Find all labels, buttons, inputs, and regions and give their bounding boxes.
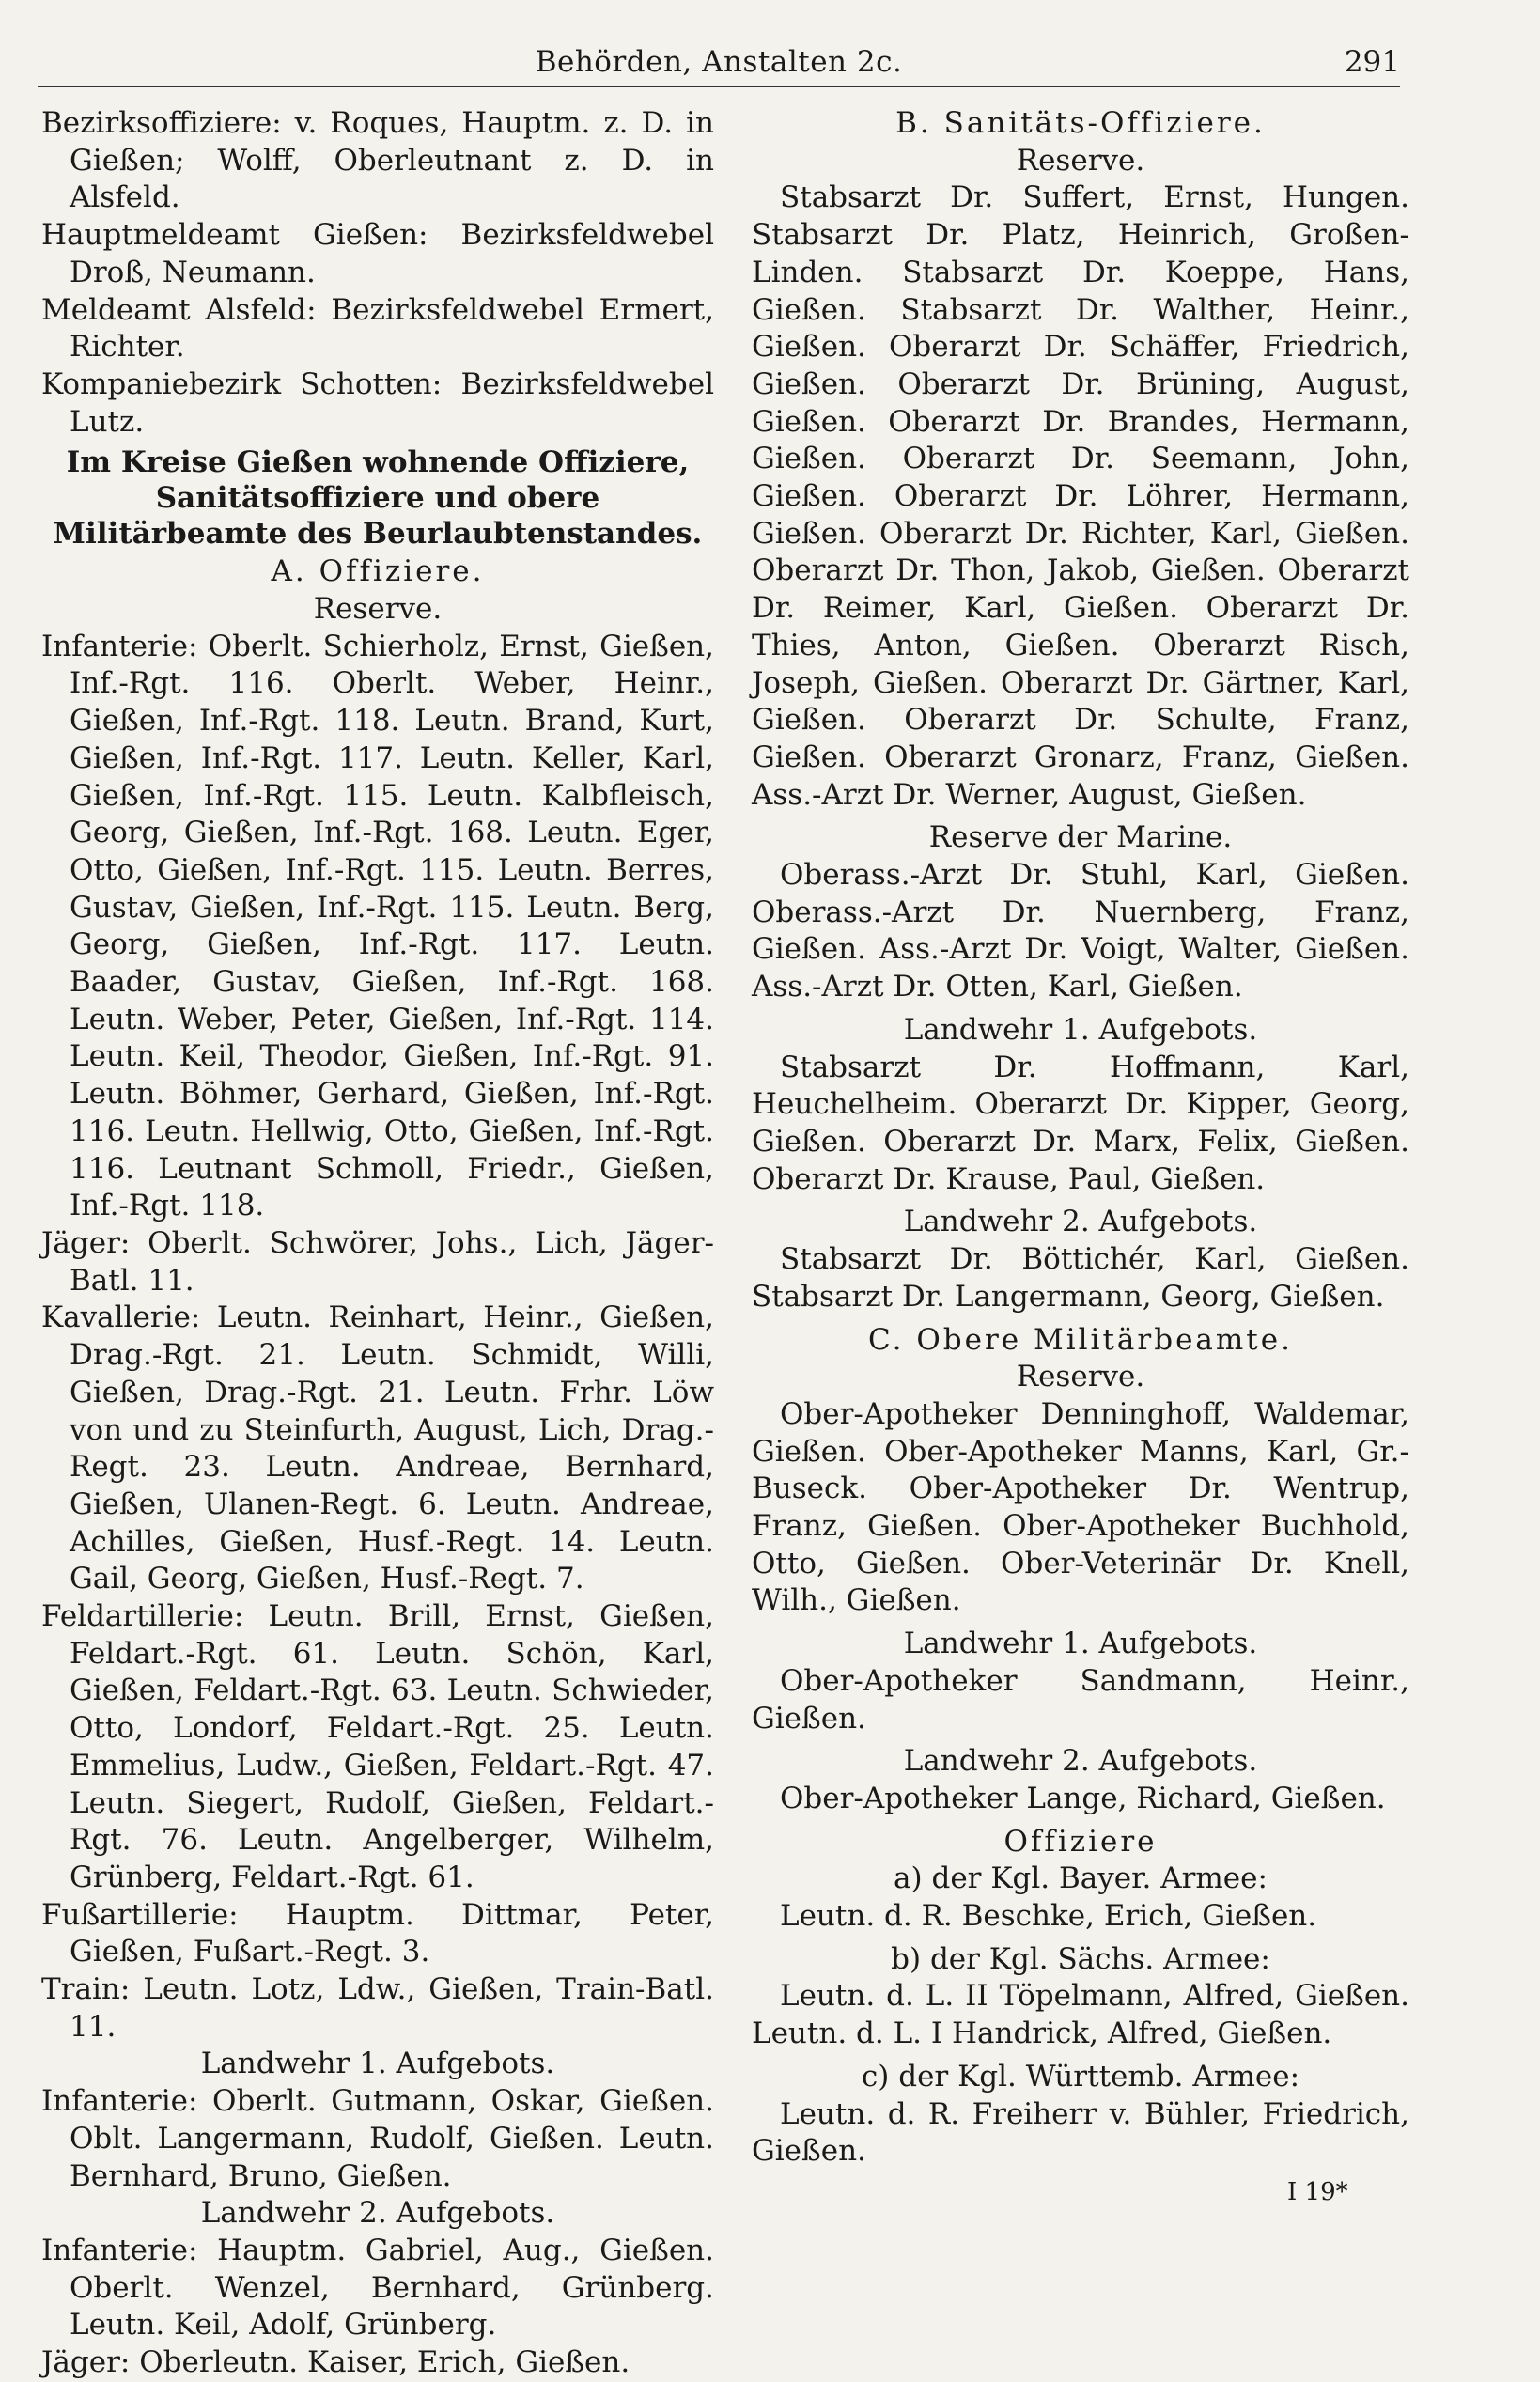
entry-train-reserve: Train: Leutn. Lotz, Ldw., Gießen, Train-Batl. 11.: [41, 1972, 714, 2044]
subheading-landwehr-1-b: Landwehr 1. Aufgebots.: [903, 1012, 1258, 1047]
entry-militaerbeamte-reserve: Ober-Apotheker Denninghoff, Waldemar, Gießen. Ober-Apotheker Manns, Karl, Gr.-Buseck. Ober-Apotheker Dr. Wentrup, Franz, Gießen. Ober-Apotheker Buchhold, Otto, Gießen. Ober-Veterinär Dr. Knell, Wilh., Gießen.: [752, 1396, 1409, 1618]
entry-militaerbeamte-lw2: Ober-Apotheker Lange, Richard, Gießen.: [780, 1781, 1386, 1815]
entry-fussartillerie-reserve: Fußartillerie: Hauptm. Dittmar, Peter, Gießen, Fußart.-Regt. 3.: [41, 1897, 714, 1969]
page-number: 291: [1344, 45, 1400, 79]
entry-wuerttemb: Leutn. d. R. Freiherr v. Bühler, Friedrich, Gießen.: [752, 2096, 1409, 2169]
header-rule: [38, 86, 1400, 87]
right-column: [752, 105, 1409, 2171]
entry-sanitaet-lw1: Stabsarzt Dr. Hoffmann, Karl, Heuchelheim. Oberarzt Dr. Kipper, Georg, Gießen. Oberarzt Dr. Marx, Felix, Gießen. Oberarzt Dr. Krause, Paul, Gießen.: [752, 1050, 1409, 1196]
subheading-marine: Reserve der Marine.: [928, 820, 1233, 855]
entry-jaeger-lw2: Jäger: Oberleutn. Kaiser, Erich, Gießen.: [41, 2345, 630, 2380]
subheading-b: B. Sanitäts-Offiziere.: [895, 106, 1266, 140]
subheading-landwehr-1-c: Landwehr 1. Aufgebots.: [903, 1627, 1258, 1661]
subheading-landwehr-1: Landwehr 1. Aufgebots.: [200, 2047, 555, 2081]
subheading-landwehr-2-b: Landwehr 2. Aufgebots.: [903, 1205, 1258, 1239]
entry-infanterie-lw2: Infanterie: Hauptm. Gabriel, Aug., Gießen. Oberlt. Wenzel, Bernhard, Grünberg. Leutn. Keil, Adolf, Grünberg.: [41, 2233, 714, 2343]
entry-hauptmeldeamt: Hauptmeldeamt Gießen: Bezirksfeldwebel Droß, Neumann.: [41, 218, 714, 289]
entry-sanitaet-lw2: Stabsarzt Dr. Böttichér, Karl, Gießen. Stabsarzt Dr. Langermann, Georg, Gießen.: [752, 1242, 1409, 1314]
entry-meldeamt: Meldeamt Alsfeld: Bezirksfeldwebel Ermert, Richter.: [41, 292, 714, 365]
left-column: [41, 105, 714, 2382]
running-title: Behörden, Anstalten 2c.: [535, 45, 903, 79]
entry-jaeger-reserve: Jäger: Oberlt. Schwörer, Johs., Lich, Jäger-Batl. 11.: [41, 1225, 714, 1298]
entry-infanterie-lw1: Infanterie: Oberlt. Gutmann, Oskar, Gießen. Oblt. Langermann, Rudolf, Gießen. Leutn. Bernhard, Bruno, Gießen.: [41, 2084, 714, 2193]
subheading-c: C. Obere Militärbeamte.: [868, 1322, 1293, 1357]
subheading-landwehr-2: Landwehr 2. Aufgebots.: [200, 2196, 555, 2231]
signature-mark: I 19*: [1287, 2178, 1348, 2206]
entry-infanterie-reserve: Infanterie: Oberlt. Schierholz, Ernst, Gießen, Inf.-Rgt. 116. Oberlt. Weber, Heinr., Gießen, Inf.-Rgt. 118. Leutn. Brand, Kurt, Gießen, Inf.-Rgt. 117. Leutn. Keller, Karl, Gießen, Inf.-Rgt. 115. Leutn. Kalbfleisch, Georg, Gießen, Inf.-Rgt. 168. Leutn. Eger, Otto, Gießen, Inf.-Rgt. 115. Leutn. Berres, Gustav, Gießen, Inf.-Rgt. 115. Leutn. Berg, Georg, Gießen, Inf.-Rgt. 117. Leutn. Baader, Gustav, Gießen, Inf.-Rgt. 168. Leutn. Weber, Peter, Gießen, Inf.-Rgt. 114. Leutn. Keil, Theodor, Gießen, Inf.-Rgt. 91. Leutn. Böhmer, Gerhard, Gießen, Inf.-Rgt. 116. Leutn. Hellwig, Otto, Gießen, Inf.-Rgt. 116. Leutnant Schmoll, Friedr., Gießen, Inf.-Rgt. 118.: [41, 629, 714, 1223]
entry-bayer: Leutn. d. R. Beschke, Erich, Gießen.: [780, 1899, 1317, 1934]
entry-feldartillerie-reserve: Feldartillerie: Leutn. Brill, Ernst, Gießen, Feldart.-Rgt. 61. Leutn. Schön, Karl, Gießen, Feldart.-Rgt. 63. Leutn. Schwieder, Otto, Londorf, Feldart.-Rgt. 25. Leutn. Emmelius, Ludw., Gießen, Feldart.-Rgt. 47. Leutn. Siegert, Rudolf, Gießen, Feldart.-Rgt. 76. Leutn. Angelberger, Wilhelm, Grünberg, Feldart.-Rgt. 61.: [41, 1599, 714, 1894]
subheading-landwehr-2-c: Landwehr 2. Aufgebots.: [903, 1744, 1258, 1779]
running-header: [38, 38, 1400, 94]
subheading-saechs: b) der Kgl. Sächs. Armee:: [891, 1941, 1270, 1976]
subheading-offiziere: Offiziere: [1003, 1824, 1158, 1859]
subheading-reserve-b: Reserve.: [1016, 143, 1145, 178]
subheading-reserve-c: Reserve.: [1016, 1360, 1145, 1394]
entry-sanitaet-marine: Oberass.-Arzt Dr. Stuhl, Karl, Gießen. Oberass.-Arzt Dr. Nuernberg, Franz, Gießen. Ass.-Arzt Dr. Voigt, Walter, Gießen. Ass.-Arzt Dr. Otten, Karl, Gießen.: [752, 858, 1409, 1004]
subheading-wuerttemb: c) der Kgl. Württemb. Armee:: [861, 2059, 1300, 2094]
subheading-reserve: Reserve.: [313, 592, 443, 627]
subheading-bayer: a) der Kgl. Bayer. Armee:: [894, 1861, 1268, 1896]
entry-sanitaet-reserve: Stabsarzt Dr. Suffert, Ernst, Hungen. Stabsarzt Dr. Platz, Heinrich, Großen-Linden. Stabsarzt Dr. Koeppe, Hans, Gießen. Stabsarzt Dr. Walther, Heinr., Gießen. Oberarzt Dr. Schäffer, Friedrich, Gießen. Oberarzt Dr. Brüning, August, Gießen. Oberarzt Dr. Brandes, Hermann, Gießen. Oberarzt Dr. Seemann, John, Gießen. Oberarzt Dr. Löhrer, Hermann, Gießen. Oberarzt Dr. Richter, Karl, Gießen. Oberarzt Dr. Thon, Jakob, Gießen. Oberarzt Dr. Reimer, Karl, Gießen. Oberarzt Dr. Thies, Anton, Gießen. Oberarzt Risch, Joseph, Gießen. Oberarzt Dr. Gärtner, Karl, Gießen. Oberarzt Dr. Schulte, Franz, Gießen. Oberarzt Gronarz, Franz, Gießen. Ass.-Arzt Dr. Werner, August, Gießen.: [752, 180, 1409, 812]
entry-kavallerie-reserve: Kavallerie: Leutn. Reinhart, Heinr., Gießen, Drag.-Rgt. 21. Leutn. Schmidt, Willi, Gießen, Drag.-Rgt. 21. Leutn. Frhr. Löw von und zu Steinfurth, August, Lich, Drag.-Regt. 23. Leutn. Andreae, Bernhard, Gießen, Ulanen-Regt. 6. Leutn. Andreae, Achilles, Gießen, Husf.-Regt. 14. Leutn. Gail, Georg, Gießen, Husf.-Regt. 7.: [41, 1300, 714, 1596]
entry-bezirksoffiziere: Bezirksoffiziere: v. Roques, Hauptm. z. D. in Gießen; Wolff, Oberleutnant z. D. in Alsfeld.: [41, 106, 714, 215]
entry-militaerbeamte-lw1: Ober-Apotheker Sandmann, Heinr., Gießen.: [752, 1663, 1409, 1736]
entry-saechs: Leutn. d. L. II Töpelmann, Alfred, Gießen. Leutn. d. L. I Handrick, Alfred, Gießen.: [752, 1979, 1409, 2051]
section-heading: Im Kreise Gießen wohnende Offiziere, Sanitätsoffiziere und obere Militärbeamte des Beurlaubtenstandes.: [53, 445, 703, 552]
subheading-a: A. Offiziere.: [271, 554, 485, 589]
entry-kompaniebezirk: Kompaniebezirk Schotten: Bezirksfeldwebel Lutz.: [41, 366, 714, 439]
